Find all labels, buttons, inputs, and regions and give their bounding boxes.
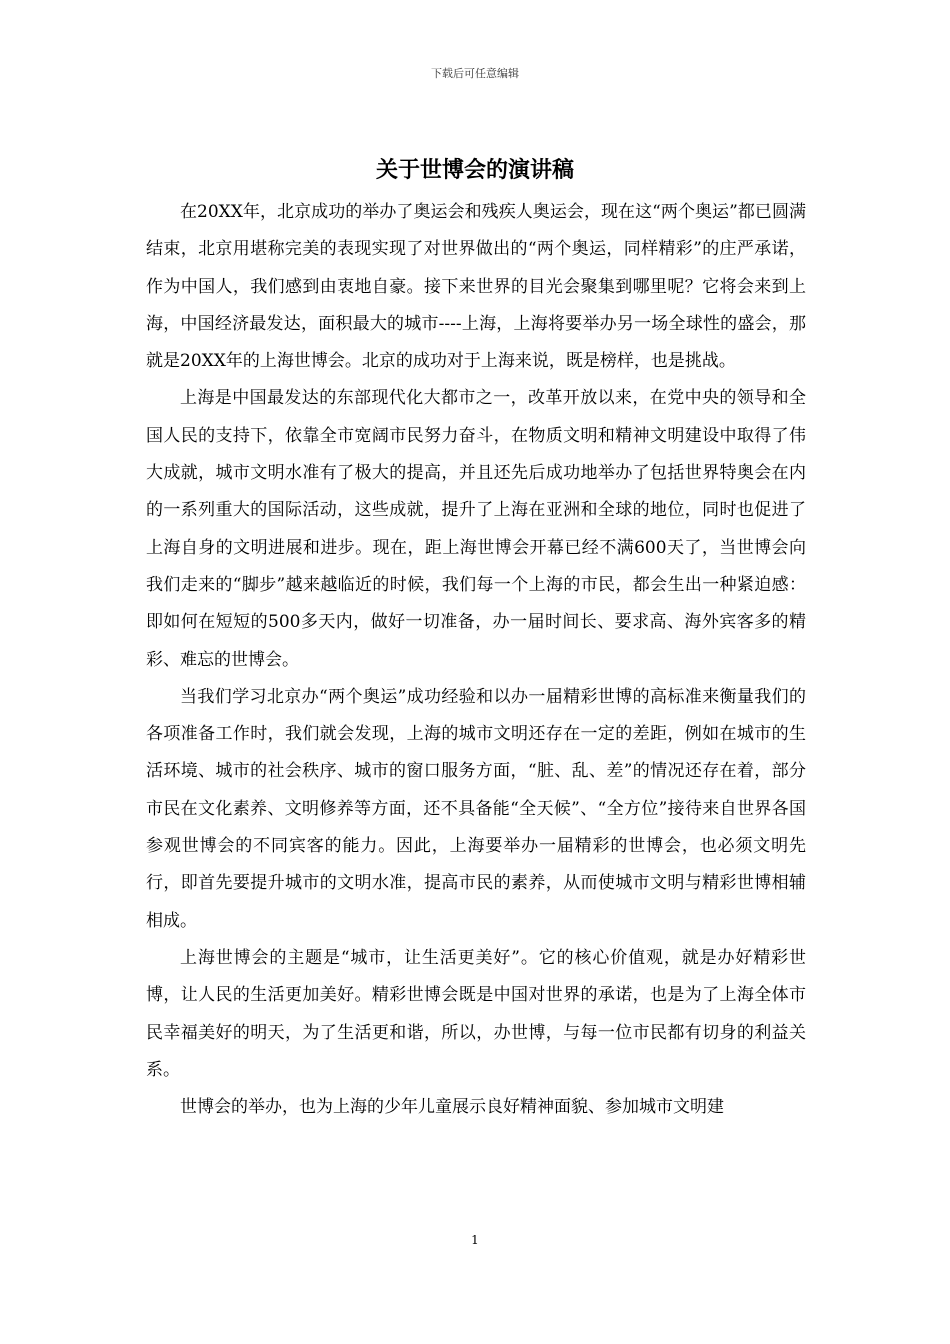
paragraph-4: 上海世博会的主题是“城市，让生活更美好”。它的核心价值观，就是办好精彩世博，让人民的生活更加美好。精彩世博会既是中国对世界的承诺，也是为了上海全体市民幸福美好的明天，为了生活更和谐，所以，办世博，与每一位市民都有切身的利益关系。 bbox=[146, 947, 806, 1080]
page-number: 1 bbox=[471, 1233, 479, 1247]
paragraph-1: 在20XX年，北京成功的举办了奥运会和残疾人奥运会，现在这“两个奥运”都已圆满结束，北京用堪称完美的表现实现了对世界做出的“两个奥运，同样精彩”的庄严承诺，作为中国人，我们感到由衷地自豪。接下来世界的目光会聚集到哪里呢？它将会来到上海，中国经济最发达，面积最大的城市----上海，上海将要举办另一场全球性的盛会，那就是20XX年的上海世博会。北京的成功对于上海来说，既是榜样，也是挑战。 bbox=[146, 202, 806, 372]
paragraph-2: 上海是中国最发达的东部现代化大都市之一，改革开放以来，在党中央的领导和全国人民的支持下，依靠全市宽阔市民努力奋斗，在物质文明和精神文明建设中取得了伟大成就，城市文明水准有了极大的提高，并且还先后成功地举办了包括世界特奥会在内的一系列重大的国际活动，这些成就，提升了上海在亚洲和全球的地位，同时也促进了上海自身的文明进展和进步。现在，距上海世博会开幕已经不满600天了，当世博会向我们走来的“脚步”越来越临近的时候，我们每一个上海的市民，都会生出一种紧迫感：即如何在短短的500多天内，做好一切准备，办一届时间长、要求高、海外宾客多的精彩、难忘的世博会。 bbox=[146, 388, 806, 670]
document-body bbox=[146, 194, 806, 1126]
page-header-note: 下载后可任意编辑 bbox=[431, 67, 519, 80]
paragraph-3: 当我们学习北京办“两个奥运”成功经验和以办一届精彩世博的高标准来衡量我们的各项准备工作时，我们就会发现，上海的城市文明还存在一定的差距，例如在城市的生活环境、城市的社会秩序、城市的窗口服务方面，“脏、乱、差”的情况还存在着，部分市民在文化素养、文明修养等方面，还不具备能“全天候”、“全方位”接待来自世界各国参观世博会的不同宾客的能力。因此，上海要举办一届精彩的世博会，也必须文明先行，即首先要提升城市的文明水准，提高市民的素养，从而使城市文明与精彩世博相辅相成。 bbox=[146, 686, 806, 931]
document-title: 关于世博会的演讲稿 bbox=[375, 157, 574, 183]
paragraph-5: 世博会的举办，也为上海的少年儿童展示良好精神面貌、参加城市文明建 bbox=[180, 1097, 724, 1118]
